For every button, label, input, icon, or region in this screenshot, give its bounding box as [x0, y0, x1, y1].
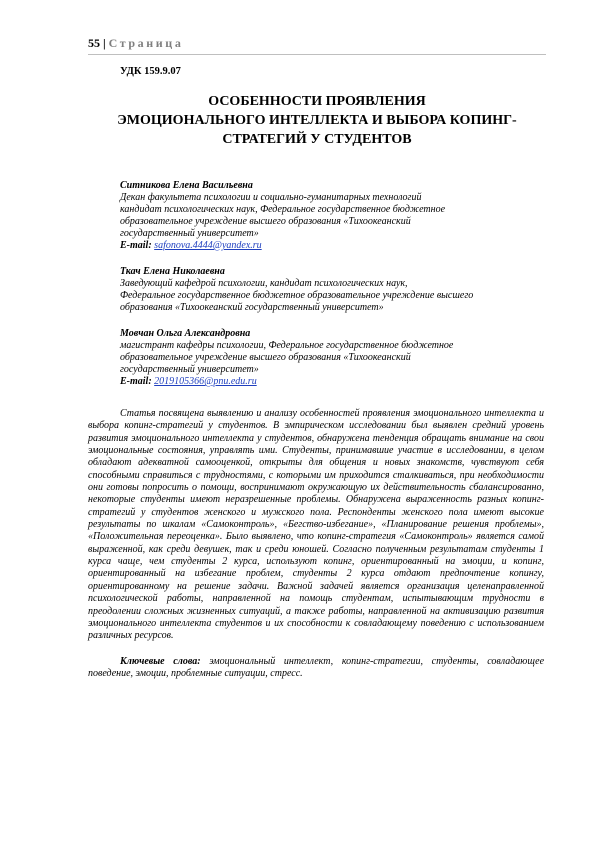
keywords-paragraph	[88, 656, 544, 681]
author-name: Ситникова Елена Васильевна	[120, 180, 253, 191]
author-email-row	[120, 240, 550, 252]
abstract-paragraph: Статья посвящена выявлению и анализу особенностей проявления эмоционального интеллекта и выбора копинг-стратегий у студентов. В эмпирическом исследовании был выявлен средний уровень развития эмоционального интеллекта у студентов, обнаружена тенденция обращать внимание на свои эмоциональные состояния, управлять ими. Студенты, принимавшие участие в исследовании, в целом обладают адекватной самооценкой, открыты для общения и новых знакомств, чувствуют себя способными справиться с трудностями, с которыми им приходится сталкиваться, при необходимости они готовы попросить о помощи, воспринимают окружающую их действительность сбалансированно, некоторые студенты имеют неразрешенные проблемы. Обнаружена выраженность разных копинг-стратегий у студентов женского и мужского пола. Респонденты женского пола имеют высокие результаты по шкалам «Самоконтроль», «Бегство-избегание», «Планирование решения проблемы», «Положительная переоценка». Было выявлено, что копинг-стратегия «Самоконтроль» является самой выраженной, как среди девушек, так и среди юношей. Согласно полученным результатам студенты 1 курса чаще, чем студенты 2 курса, используют копинг, ориентированный на эмоции, и копинг, ориентированный на избегание проблем, студенты 2 курса отдают предпочтение копингу, ориентированному на решение задачи. Важной задачей является организация целенаправленной психологической работы, направленной на помощь студентам, испытывающим трудности в преодолении сложных жизненных ситуаций, а также работы, направленной на активизацию развития эмоционального интеллекта студентов и их способности к совладающему поведению с использованием различных ресурсов.	[88, 408, 544, 642]
author-email-row	[120, 376, 550, 388]
email-link[interactable]: 2019105366@pnu.edu.ru	[154, 376, 257, 387]
author-name: Ткач Елена Николаевна	[120, 266, 225, 277]
page-word: Страница	[108, 36, 184, 50]
page-number: 55	[88, 36, 100, 50]
author-affiliation-line: государственный университет»	[120, 228, 259, 239]
author-name: Мовчан Ольга Александровна	[120, 328, 251, 339]
email-link[interactable]: safonova.4444@yandex.ru	[154, 240, 262, 251]
author-affiliation-line: образования «Тихоокеанский государственный университет»	[120, 302, 384, 313]
title-line: ЭМОЦИОНАЛЬНОГО ИНТЕЛЛЕКТА И ВЫБОРА КОПИНГ-	[117, 113, 517, 128]
keywords-text: эмоциональный интеллект, копинг-стратегии, студенты, совладающее поведение, эмоции, проблемные ситуации, стресс.	[88, 656, 545, 680]
author-block-3	[120, 328, 550, 388]
author-affiliation-line: Декан факультета психологии и социально-гуманитарных технологий	[120, 192, 422, 203]
author-affiliation-line: магистрант кафедры психологии, Федеральное государственное бюджетное	[120, 340, 454, 351]
email-label: E-mail:	[120, 240, 152, 251]
header-separator: |	[103, 36, 106, 50]
title-line: СТРАТЕГИЙ У СТУДЕНТОВ	[222, 132, 412, 147]
title-line: ОСОБЕННОСТИ ПРОЯВЛЕНИЯ	[208, 94, 426, 109]
author-affiliation-line: государственный университет»	[120, 364, 259, 375]
author-affiliation-line: образовательное учреждение высшего образования «Тихоокеанский	[120, 352, 411, 363]
email-label: E-mail:	[120, 376, 152, 387]
author-affiliation-line: Федеральное государственное бюджетное образовательное учреждение высшего	[120, 290, 474, 301]
author-affiliation-line: образовательное учреждение высшего образования «Тихоокеанский	[120, 216, 411, 227]
author-block-1	[120, 180, 550, 252]
author-affiliation-line: Заведующий кафедрой психологии, кандидат психологических наук,	[120, 278, 408, 289]
keywords-label: Ключевые слова:	[120, 656, 201, 667]
author-affiliation-line: кандидат психологических наук, Федеральное государственное бюджетное	[120, 204, 446, 215]
article-title	[88, 92, 546, 149]
page-header	[88, 36, 546, 55]
udk-code: УДК 159.9.07	[120, 66, 181, 77]
author-block-2	[120, 266, 550, 314]
